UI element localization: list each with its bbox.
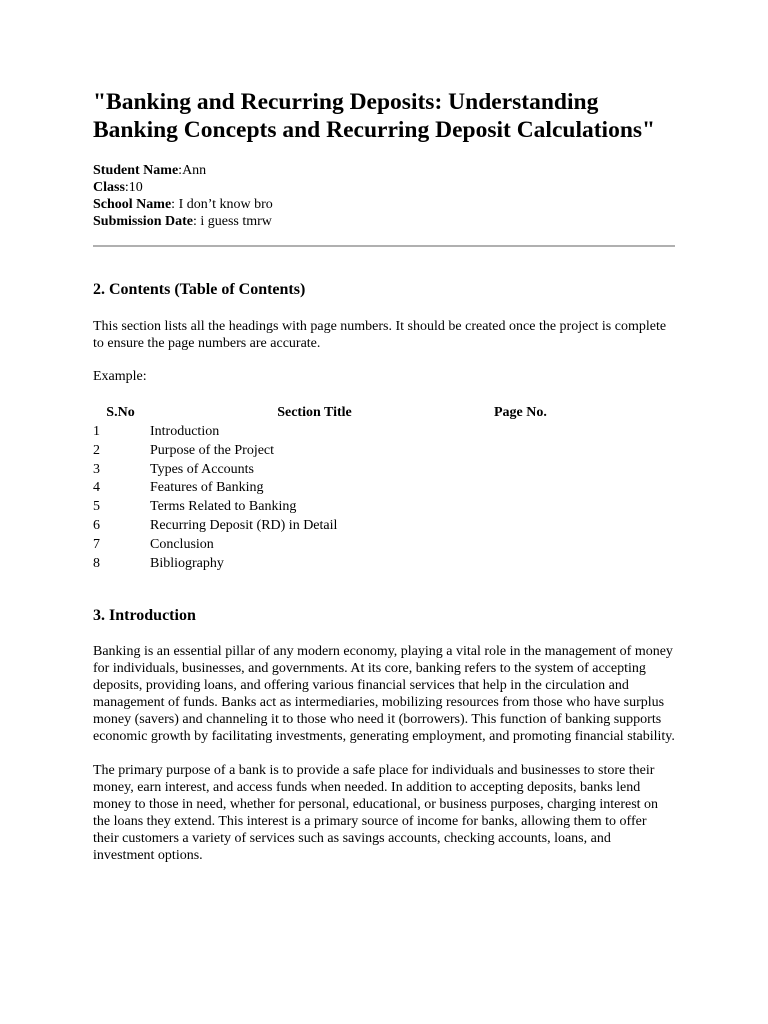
row-sno: 5 [93, 499, 100, 515]
meta-value: 10 [128, 180, 143, 195]
row-title: Purpose of the Project [150, 442, 275, 458]
contents-heading: 2. Contents (Table of Contents) [93, 281, 306, 298]
table-row [93, 442, 675, 461]
row-sno: 3 [93, 461, 100, 477]
meta-key: Submission Date [93, 214, 193, 229]
header-page-no: Page No. [494, 405, 547, 420]
meta-key: School Name [93, 197, 172, 212]
introduction-heading: 3. Introduction [93, 607, 196, 625]
table-row [93, 517, 675, 536]
meta-value: i guess tmrw [200, 214, 272, 229]
contents-table [93, 403, 675, 573]
row-sno: 8 [93, 555, 100, 571]
row-sno: 7 [93, 536, 100, 552]
meta-value: I don’t know bro [178, 197, 273, 212]
row-sno: 6 [93, 517, 100, 533]
row-title: Types of Accounts [150, 461, 255, 477]
meta-sep: : [124, 180, 129, 195]
meta-key: Student Name [93, 163, 179, 178]
meta-value: Ann [182, 163, 207, 178]
row-sno: 4 [93, 480, 100, 496]
meta-sep: : [178, 163, 183, 178]
row-title: Recurring Deposit (RD) in Detail [150, 517, 338, 533]
table-row [93, 461, 675, 480]
table-row [93, 536, 675, 555]
row-sno: 1 [93, 424, 100, 439]
row-title: Features of Banking [150, 480, 264, 496]
row-title: Terms Related to Banking [150, 499, 297, 515]
row-title: Bibliography [150, 555, 224, 571]
meta-submission-date [93, 213, 675, 230]
example-label: Example: [93, 369, 147, 384]
horizontal-divider [93, 245, 675, 247]
row-title: Conclusion [150, 536, 214, 552]
meta-school-name [93, 196, 675, 213]
row-sno: 2 [93, 442, 100, 458]
header-sno: S.No [106, 405, 135, 420]
introduction-paragraph: The primary purpose of a bank is to provide a safe place for individuals and businesses to store their money, earn interest, and access funds when needed. In addition to accepting deposits, banks lend money to those in need, whether for personal, educational, or business purposes, charging interest on the loans they extend. This interest is a primary source of income for banks, allowing them to offer their customers a variety of services such as savings accounts, checking accounts, loans, and investment options. [93, 763, 659, 864]
table-row [93, 498, 675, 517]
meta-sep: : [171, 197, 179, 212]
row-title: Introduction [150, 424, 220, 439]
table-row [93, 479, 675, 498]
table-row [93, 423, 675, 442]
meta-student-name [93, 162, 675, 179]
meta-key: Class [93, 180, 125, 195]
student-details [93, 162, 675, 230]
introduction-paragraph: Banking is an essential pillar of any modern economy, playing a vital role in the management of money for individuals, businesses, and governments. At its core, banking refers to the system of accepting deposits, providing loans, and offering various financial services that help in the circulation and management of funds. Banks act as intermediaries, mobilizing resources from those who have surplus money (savers) and channeling it to those who need it (borrowers). This function of banking supports economic growth by facilitating investments, generating employment, and promoting financial stability. [93, 644, 675, 745]
meta-class [93, 179, 675, 196]
meta-sep: : [192, 214, 201, 229]
header-section-title: Section Title [277, 405, 352, 420]
table-header-row [93, 403, 675, 423]
document-title: "Banking and Recurring Deposits: Understanding Banking Concepts and Recurring Deposit Calculations" [93, 89, 656, 143]
contents-lead-paragraph: This section lists all the headings with page numbers. It should be created once the project is complete to ensure the page numbers are accurate. [93, 319, 667, 351]
table-row [93, 555, 675, 574]
